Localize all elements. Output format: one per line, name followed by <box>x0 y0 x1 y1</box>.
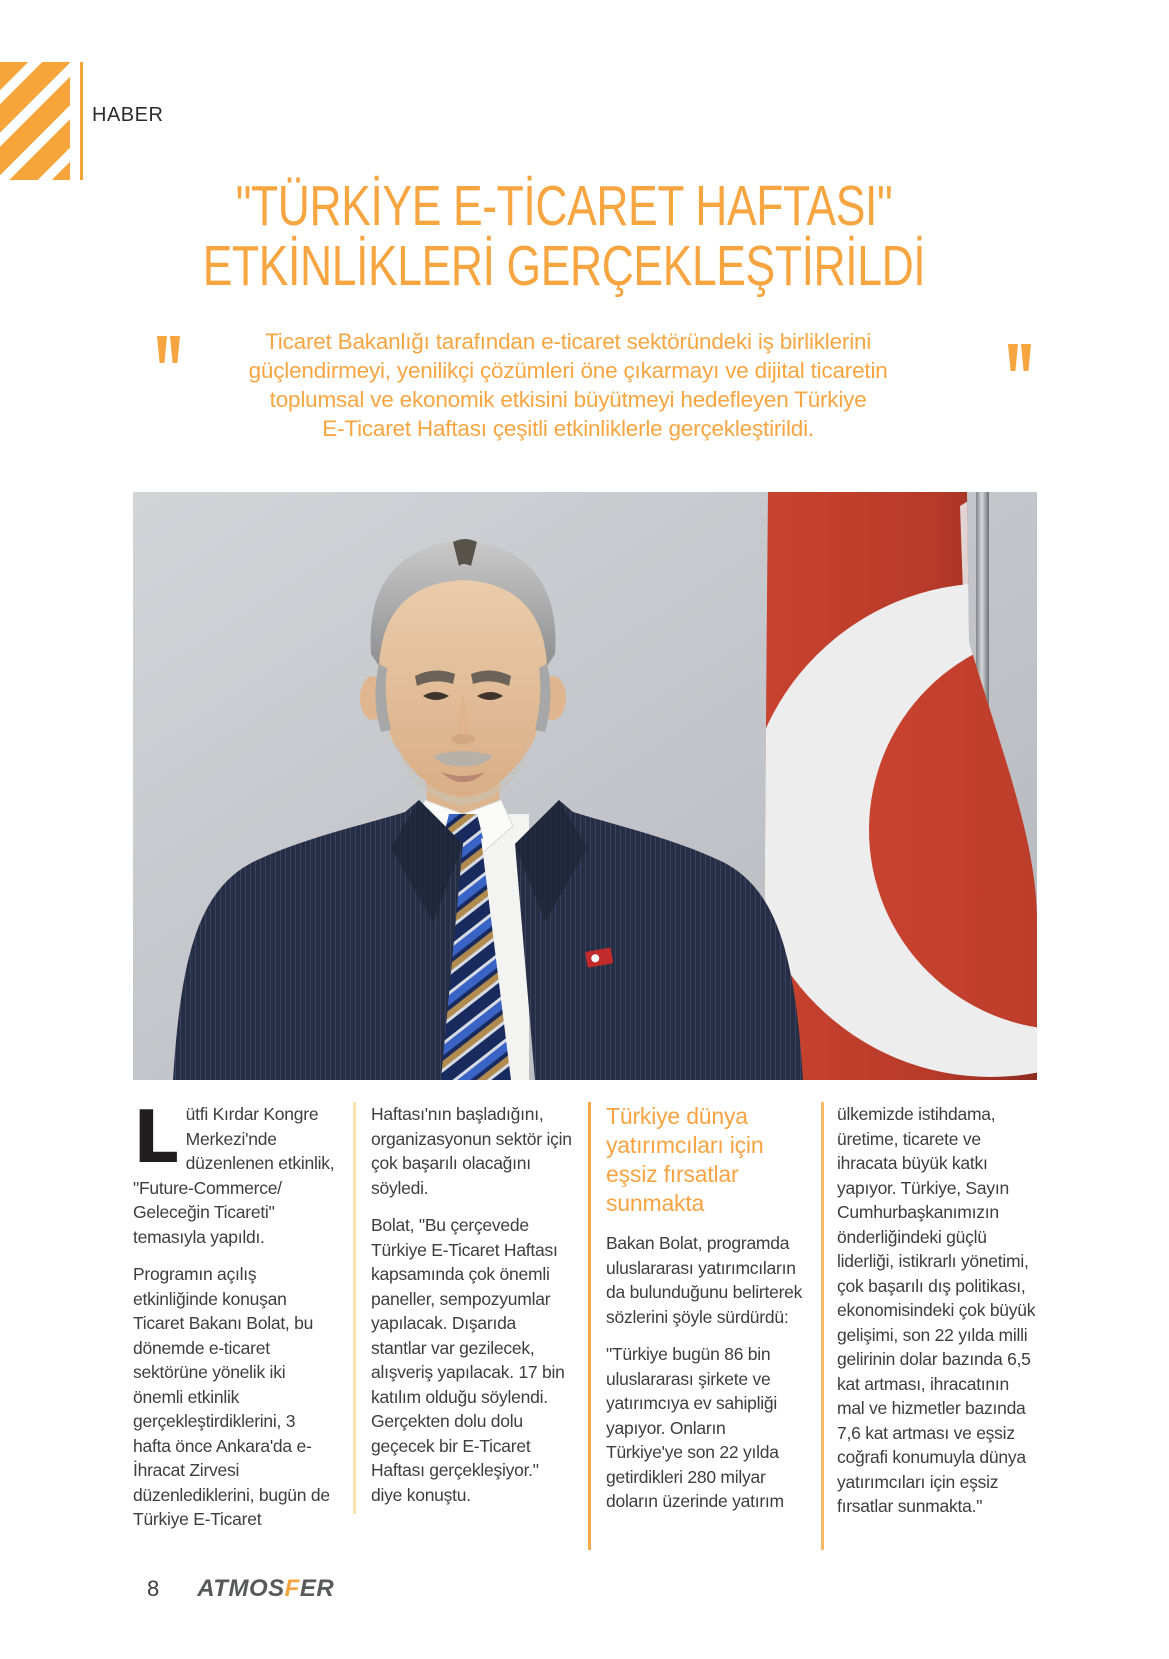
logo-text: ER <box>299 1575 335 1602</box>
article-column-1 <box>133 1095 337 1545</box>
lede-line: güçlendirmeyi, yenilikçi çözümleri öne çıkarmayı ve dijital ticaretin <box>248 358 888 383</box>
lede-line: E-Ticaret Haftası çeşitli etkinliklerle gerçekleştirildi. <box>322 416 814 441</box>
paragraph: Haftası'nın başladığını, organizasyonun sektör için çok başarılı olacağını söyledi. <box>371 1104 572 1198</box>
article-columns <box>133 1095 1040 1572</box>
paragraph: Programın açılış etkinliğinde konuşan Ticaret Bakanı Bolat, bu dönemde e-ticaret sektörüne yönelik iki önemli etkinlik gerçekleştirdiklerini, 3 hafta önce Ankara'da e-İhracat Zirvesi düzenlediklerini, bugün de Türkiye E-Ticaret <box>133 1264 330 1529</box>
paragraph: Bakan Bolat, programda uluslararası yatırımcıların da bulunduğunu belirterek sözlerini şöyle sürdürdü: <box>606 1233 803 1327</box>
page-number: 8 <box>147 1576 160 1601</box>
logo-accent-letter: F <box>284 1575 300 1602</box>
logo-text: ATMOS <box>197 1575 285 1602</box>
paragraph <box>133 1095 337 1249</box>
section-kicker: HABER <box>92 104 164 126</box>
page-title <box>0 176 1128 296</box>
minister-portrait-photo <box>133 492 1037 1080</box>
paragraph: "Türkiye bugün 86 bin uluslararası şirkete ve yatırımcıya ev sahipliği yapıyor. Onların Türkiye'ye son 22 yılda getirdikleri 280 milyar doların üzerinde yatırım <box>606 1344 784 1511</box>
column-divider <box>353 1102 356 1514</box>
lede-line: Ticaret Bakanlığı tarafından e-ticaret sektöründeki iş birliklerini <box>265 329 872 354</box>
page-footer <box>147 1575 334 1603</box>
lede-paragraph <box>158 327 978 443</box>
atmosfer-logo <box>197 1575 334 1603</box>
paragraph: Bolat, "Bu çerçevede Türkiye E-Ticaret Haftası kapsamında çok önemli paneller, sempozyumlar yapılacak. Dışarıda stantlar var gezilecek, alışveriş yapılacak. 17 bin katılım olduğu söylendi. Gerçekten dolu dolu geçecek bir E-Ticaret Haftası gerçekleşiyor." diye konuştu. <box>371 1215 565 1505</box>
striped-square-icon <box>0 62 70 180</box>
drop-cap: L <box>133 1095 179 1179</box>
page-title-line1: "TÜRKİYE E-TİCARET HAFTASI" <box>235 174 893 238</box>
close-quote-icon <box>1008 344 1032 371</box>
article-column-2 <box>371 1102 573 1520</box>
subheading: Türkiye dünya yatırımcıları için eşsiz fırsatlar sunmakta <box>606 1103 764 1216</box>
column-divider <box>588 1102 591 1550</box>
header-divider-line <box>80 62 83 180</box>
paragraph: ülkemizde istihdama, üretime, ticarete ve ihracata büyük katkı yapıyor. Türkiye, Sayın Cumhurbaşkanımızın önderliğindeki güçlü liderliği, istikrarlı yönetimi, çok başarılı dış politikası, ekonomisindeki çok büyük gelişimi, son 22 yılda milli gelirinin dolar bazında 6,5 kat artması, ihracatının mal ve hizmetler bazında 7,6 kat artması ve eşsiz coğrafi konumuyla dünya yatırımcıları için eşsiz fırsatlar sunmakta." <box>837 1104 1036 1516</box>
page-title-line2: ETKİNLİKLERİ GERÇEKLEŞTİRİLDİ <box>202 234 926 298</box>
paragraph-text: ütfi Kırdar Kongre Merkezi'nde düzenlenen etkinlik, "Future-Commerce/ Geleceğin Ticareti" temasıyla yapıldı. <box>133 1104 335 1247</box>
lede-line: toplumsal ve ekonomik etkisini büyütmeyi hedefleyen Türkiye <box>269 387 867 412</box>
article-column-3 <box>606 1102 803 1527</box>
article-column-4 <box>837 1102 1040 1532</box>
column-divider <box>821 1102 824 1550</box>
